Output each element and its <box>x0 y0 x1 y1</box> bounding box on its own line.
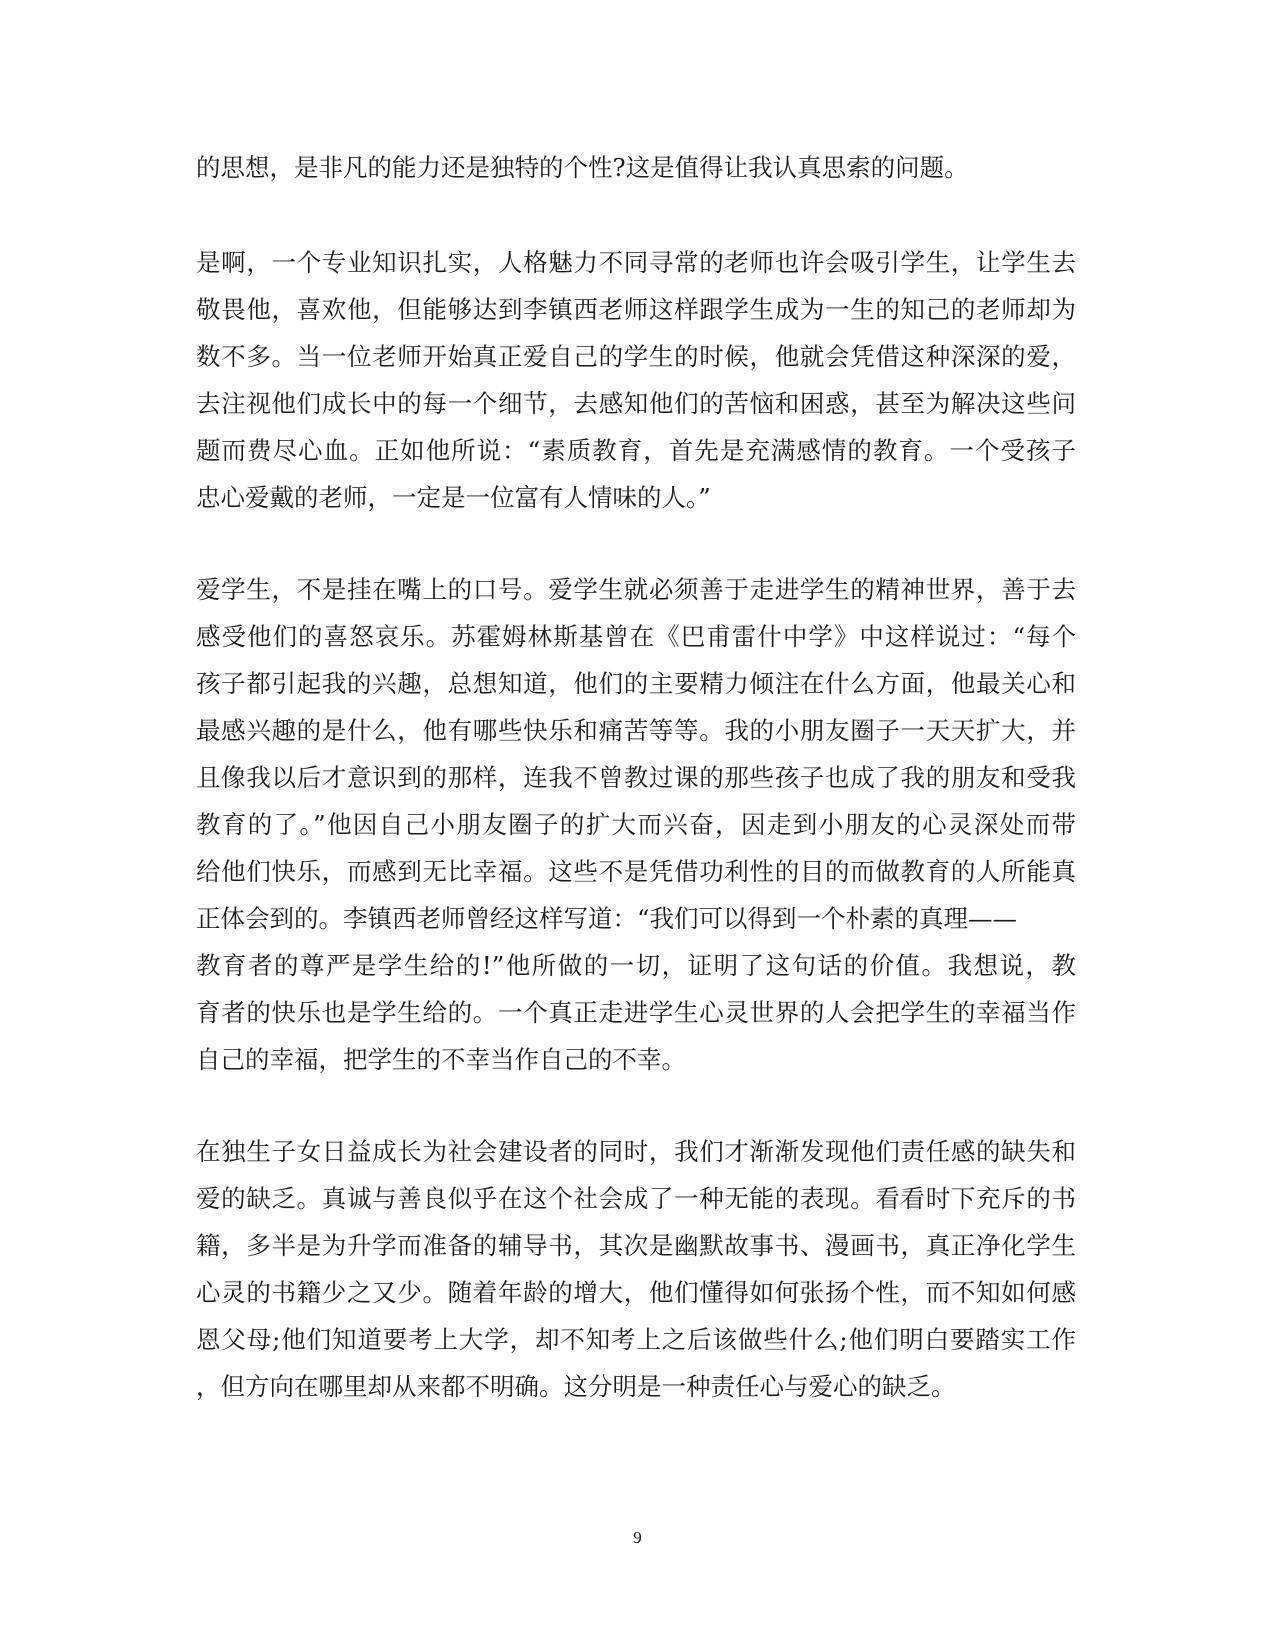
paragraph-2-line-1: 是啊，一个专业知识扎实，人格魅力不同寻常的老师也许会吸引学生，让学生去 <box>196 248 1076 277</box>
paragraph-2-line-3: 数不多。当一位老师开始真正爱自己的学生的时候，他就会凭借这种深深的爱， <box>196 342 1076 371</box>
paragraph-4-line-2: 爱的缺乏。真诚与善良似乎在这个社会成了一种无能的表现。看看时下充斥的书 <box>196 1184 1076 1213</box>
paragraph-3-line-3: 孩子都引起我的兴趣，总想知道，他们的主要精力倾注在什么方面，他最关心和 <box>196 669 1076 698</box>
paragraph-3-line-11: 自己的幸福，把学生的不幸当作自己的不幸。 <box>196 1045 686 1074</box>
paragraph-3-line-6: 教育的了。”他因自己小朋友圈子的扩大而兴奋，因走到小朋友的心灵深处而带 <box>196 810 1076 839</box>
paragraph-3-line-2: 感受他们的喜怒哀乐。苏霍姆林斯基曾在《巴甫雷什中学》中这样说过：“每个 <box>196 622 1076 651</box>
paragraph-1-line-1: 的思想，是非凡的能力还是独特的个性?这是值得让我认真思索的问题。 <box>196 153 969 182</box>
paragraph-4-line-4: 心灵的书籍少之又少。随着年龄的增大，他们懂得如何张扬个性，而不知如何感 <box>196 1278 1076 1307</box>
paragraph-4-line-1: 在独生子女日益成长为社会建设者的同时，我们才渐渐发现他们责任感的缺失和 <box>196 1137 1076 1166</box>
paragraph-3-line-10: 育者的快乐也是学生给的。一个真正走进学生心灵世界的人会把学生的幸福当作 <box>196 998 1076 1027</box>
paragraph-4-line-3: 籍，多半是为升学而准备的辅导书，其次是幽默故事书、漫画书，真正净化学生 <box>196 1231 1076 1260</box>
paragraph-4-line-6: ，但方向在哪里却从来都不明确。这分明是一种责任心与爱心的缺乏。 <box>196 1372 956 1401</box>
paragraph-3-line-9: 教育者的尊严是学生给的!”他所做的一切，证明了这句话的价值。我想说，教 <box>196 951 1076 980</box>
paragraph-2-line-5: 题而费尽心血。正如他所说：“素质教育，首先是充满感情的教育。一个受孩子 <box>196 436 1076 465</box>
paragraph-2-line-4: 去注视他们成长中的每一个细节，去感知他们的苦恼和困惑，甚至为解决这些问 <box>196 389 1076 418</box>
paragraph-2-line-6: 忠心爱戴的老师，一定是一位富有人情味的人。” <box>196 483 711 512</box>
paragraph-3-line-8: 正体会到的。李镇西老师曾经这样写道：“我们可以得到一个朴素的真理—— <box>196 904 1018 933</box>
paragraph-3-line-7: 给他们快乐，而感到无比幸福。这些不是凭借功利性的目的而做教育的人所能真 <box>196 857 1076 886</box>
paragraph-2-line-2: 敬畏他，喜欢他，但能够达到李镇西老师这样跟学生成为一生的知己的老师却为 <box>196 295 1076 324</box>
paragraph-3-line-1: 爱学生，不是挂在嘴上的口号。爱学生就必须善于走进学生的精神世界，善于去 <box>196 575 1076 604</box>
paragraph-3-line-5: 且像我以后才意识到的那样，连我不曾教过课的那些孩子也成了我的朋友和受我 <box>196 763 1076 792</box>
page-number: 9 <box>633 1528 642 1547</box>
paragraph-3-line-4: 最感兴趣的是什么，他有哪些快乐和痛苦等等。我的小朋友圈子一天天扩大，并 <box>196 716 1076 745</box>
paragraph-4-line-5: 恩父母;他们知道要考上大学，却不知考上之后该做些什么;他们明白要踏实工作 <box>196 1325 1076 1354</box>
